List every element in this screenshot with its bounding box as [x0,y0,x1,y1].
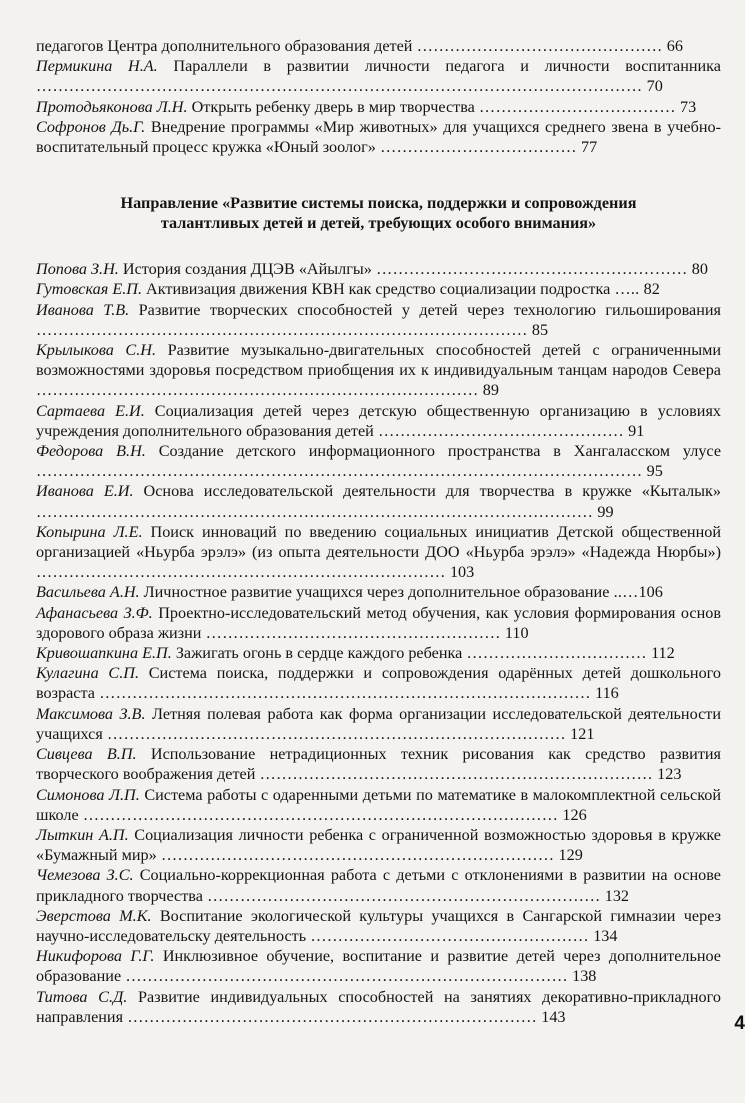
entry-author: Кривошапкина Е.П. [36,644,172,663]
entry-title: Внедрение программы «Мир животных» для учащихся среднего звена в учебно-воспитательный процесс кружка «Юный зоолог» [36,117,721,157]
entry-author: Софронов Дь.Г. [36,117,146,136]
entry-page-number: 110 [504,623,529,642]
toc-entry [36,744,721,784]
entry-page-number: 116 [595,684,619,703]
entry-title: Развитие творческих способностей у детей через технологию гильоширования [129,300,721,319]
toc-entry [36,97,721,117]
entry-author: Никифорова Г.Г. [36,947,155,966]
entry-author: Копырина Л.Е. [36,522,143,541]
table-of-contents [36,36,721,1027]
toc-entry [36,300,721,340]
entry-leader-dots: ……………………………………………………………… [156,846,559,865]
toc-entry [36,522,721,583]
toc-entry [36,865,721,905]
entry-leader-dots: ….. [610,280,644,299]
entry-title: Социально-коррекционная работа с детьми с отклонениями в развитии на основе прикладного творчества [36,866,721,905]
toc-entry [36,36,721,56]
entry-title: Социализация личности ребенка с ограниченной возможностью здоровья в кружке «Бумажный мир» [36,825,721,865]
toc-entry [36,401,721,441]
entry-leader-dots: ……………………………………………………………………… [121,967,573,986]
entry-title: Летняя полевая работа как форма организации исследовательской деятельности учащихся [36,704,722,743]
entry-title: Система поиска, поддержки и сопровождения одарённых детей дошкольного возраста [36,664,721,703]
toc-entry [36,946,721,986]
entry-title: Воспитание экологической культуры учащихся в Сангарской гимназии через научно-исследовательску деятельность [36,906,721,945]
entry-title: Основа исследовательской деятельности для творчества в кружке «Кыталык» [133,482,721,501]
entry-leader-dots: ………………………………………………………………… [123,1007,542,1026]
entry-title: Поиск инноваций по введению социальных инициатив Детской общественной организацией «Ньурба эрэлэ» (из опыта деятельности ДОО «Ньурба эрэлэ» «Надежда Нюрбы») [36,522,721,562]
entry-page-number: 82 [643,280,660,299]
entry-title: Развитие музыкально-двигательных способностей детей с ограниченными возможностями здоровья посредством приобщения их к индивидуальным танцам народов Севера [36,341,721,380]
entry-page-number: 138 [572,967,597,986]
entry-author: Попова З.Н. [36,260,119,279]
entry-leader-dots: ………………………………………………………………………………………………… [36,77,647,96]
entry-page-number: 77 [581,138,598,157]
entry-page-number: 134 [593,926,618,945]
entry-page-number: 143 [541,1007,566,1026]
entry-author: Васильева А.Н. [36,583,140,602]
entry-leader-dots: ………………………………………………………………………………………………… [36,462,647,481]
entry-leader-dots: ………………………………………………… [371,260,692,279]
entry-page-number: 132 [604,886,629,905]
entry-page-number: 70 [646,77,663,96]
entry-page-number: 95 [646,462,663,481]
entry-title: Использование нетрадиционных техник рисования как средство развития творческого воображения детей [36,745,722,784]
entry-leader-dots: ……………………………………………………………… [255,765,658,784]
entry-author: Максимова З.В. [36,704,146,723]
toc-entry [36,340,721,401]
entry-page-number: 89 [482,381,499,400]
toc-entry [36,117,721,157]
entry-leader-dots: ………………………………………………………………………… [102,724,571,743]
entry-page-number: 66 [666,37,683,55]
entry-title: Открыть ребенку дверь в мир творчества [187,97,475,116]
entry-author: Кулагина С.П. [36,664,140,683]
entry-title: Проектно-исследовательский метод обучения, как условия формирования основ здорового образа жизни [36,603,721,642]
entry-leader-dots: ……………………………………………………………………… [36,381,483,400]
entry-leader-dots: …………………………………………………………………………… [78,805,563,824]
toc-entry [36,785,721,825]
entry-page-number: 91 [628,421,645,440]
entry-title: Параллели в развитии личности педагога и личности воспитанника [157,57,721,76]
entry-title: Создание детского информационного пространства в Хангаласском улусе [145,442,722,461]
entry-leader-dots: ……………………………………… [412,37,667,55]
entry-page-number: 103 [449,563,475,582]
entry-title: Активизация движения КВН как средство социализации подростка [142,280,611,299]
entry-leader-dots: …………………………… [462,644,652,663]
entry-title: Инклюзивное обучение, воспитание и развитие детей через дополнительное образование [36,947,721,986]
entry-leader-dots: ……………………………………………………………………………… [94,684,596,703]
toc-entry [36,825,721,865]
toc-section-previous [36,36,721,157]
entry-leader-dots: ..… [609,583,639,602]
entry-title: Социализация детей через детскую общественную организацию в условиях учреждения дополнительного образования детей [36,401,721,440]
entry-leader-dots: …………………………………………… [306,926,594,945]
entry-author: Эверстова М.К. [36,906,152,925]
page-number: 4 [734,1013,745,1034]
entry-title: педагогов Центра дополнительного образования детей [36,37,413,55]
entry-page-number: 73 [679,97,697,116]
toc-entry [36,259,721,279]
toc-entry [36,481,721,521]
entry-author: Иванова Е.И. [36,482,134,501]
entry-author: Симонова Л.П. [36,785,140,804]
section-heading-line-2: талантливых детей и детей, требующих особого внимания» [160,214,597,233]
entry-author: Федорова В.Н. [36,442,146,461]
entry-page-number: 123 [657,765,682,784]
toc-entry [36,704,721,744]
toc-entry [36,582,721,602]
entry-author: Лыткин А.П. [36,825,129,844]
entry-author: Сартаева Е.И. [36,401,145,420]
entry-leader-dots: ……………………………………………… [201,623,505,642]
entry-leader-dots: ……………………………………………………………………………… [36,320,532,339]
entry-leader-dots: ……………………………………… [373,421,629,440]
toc-entry [36,643,721,663]
entry-page-number: 106 [638,583,663,602]
toc-section-talented-children [36,259,721,1027]
entry-title: Личностное развитие учащихся через дополнительное образование [139,583,610,602]
entry-page-number: 126 [562,805,587,824]
entry-leader-dots: ……………………………… [474,97,680,116]
entry-author: Афанасьева З.Ф. [36,603,153,622]
entry-author: Иванова Т.В. [36,300,130,319]
entry-author: Пермикина Н.А. [36,57,158,76]
entry-author: Сивцева В.П. [36,745,137,764]
entry-page-number: 112 [651,644,675,663]
toc-entry [36,441,721,481]
entry-title: История создания ДЦЭВ «Айылгы» [118,260,372,279]
toc-entry [36,603,721,643]
entry-page-number: 80 [691,260,708,279]
entry-author: Гутовская Е.П. [36,280,142,299]
section-heading [36,193,721,233]
toc-entry [36,987,721,1027]
entry-leader-dots: ………………………………………………………………………………………… [36,502,598,521]
entry-leader-dots: ……………………………………………………………… [202,886,605,905]
entry-author: Чемезова З.С. [36,866,134,885]
entry-page-number: 85 [531,320,549,339]
entry-author: Титова С.Д. [36,987,128,1006]
entry-title: Система работы с одаренными детьми по математике в малокомплектной сельской школе [36,785,721,824]
toc-entry [36,56,721,96]
entry-author: Крылыкова С.Н. [36,341,157,360]
entry-title: Развитие индивидуальных способностей на занятиях декоративно-прикладного направления [36,987,721,1026]
toc-entry [36,663,721,703]
entry-page-number: 121 [570,724,595,743]
entry-author: Протодьяконова Л.Н. [36,97,188,116]
section-heading-line-1: Направление «Развитие системы поиска, поддержки и сопровождения [120,194,637,213]
entry-leader-dots: ……………………………… [375,138,582,157]
entry-page-number: 129 [558,846,583,865]
toc-entry [36,279,721,299]
toc-entry [36,906,721,946]
entry-title: Зажигать огонь в сердце каждого ребенка [171,644,463,663]
entry-leader-dots: ………………………………………………………………… [36,563,450,582]
entry-page-number: 99 [597,502,614,521]
